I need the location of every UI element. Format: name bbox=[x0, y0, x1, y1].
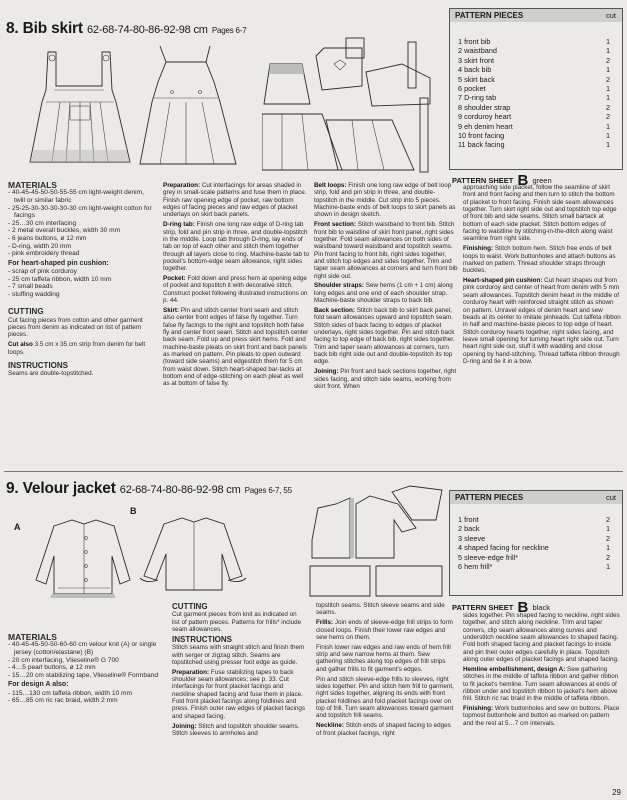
bib-skirt-column-3 bbox=[314, 182, 458, 393]
section-title-text: 9. Velour jacket bbox=[6, 480, 116, 497]
instruction-text: sides together. Pin shaped facing to neckline, right sides together, and stitch along neckline. Trim and taper corners, clip seam allowances along curves and understitch neckline seam allowances to shaped facing. Fold both shaped facing and placket facings to inside and pin their outer edges carefully in place. Topstitch along outer edges of placket facings and shaped facing. bbox=[463, 612, 620, 664]
pattern-piece-qty: 1 bbox=[605, 121, 610, 131]
pattern-pieces-heading: PATTERN PIECES bbox=[455, 493, 524, 502]
instruction-paragraph bbox=[172, 669, 306, 720]
bib-skirt-pattern-diagram bbox=[262, 34, 444, 176]
instruction-text: Cut interfacings for areas shaded in grey in small-scale patterns and fuse them in place. Finish raw opening edge of pocket, raw bottom edges of facing pieces and raw edges of placket underlays on skirt back panels. bbox=[163, 182, 307, 219]
instruction-text: Work buttonholes and sew on buttons. Place topmost buttonhole and button as marked on pattern and the rest at 5…7 cm intervals. bbox=[463, 705, 620, 727]
bib-skirt-column-2 bbox=[163, 182, 309, 390]
pattern-piece-name: 6 hem frill* bbox=[458, 562, 493, 572]
instruction-text: Stitch back bib to skirt back panel, fold seam allowances upward and topstitch seam. Stitch sides of back facing to edges of placket underlays, right sides together. Pin and stitch back facing to top edge of back bib, right sides together. Trim and taper seam allowances at corners, turn back bib right side out and double-topstitch its top edge. bbox=[314, 307, 455, 366]
instruction-paragraph bbox=[463, 277, 621, 365]
material-item: - 40-45-45-50-50-60-60 cm velour knit (A) or single jersey (cotton/elastane) (B) bbox=[8, 641, 157, 656]
pattern-piece-qty: 1 bbox=[605, 84, 610, 94]
instruction-label: Back section: bbox=[314, 307, 355, 314]
cutting-text: Cut facing pieces from cotton and other garment pieces from denim as indicated on list of pattern pieces. bbox=[8, 316, 143, 339]
pattern-piece-row bbox=[458, 524, 610, 533]
instruction-paragraph bbox=[316, 644, 456, 673]
pattern-piece-qty: 1 bbox=[605, 93, 610, 103]
instruction-paragraph bbox=[163, 275, 309, 304]
pattern-piece-qty: 1 bbox=[605, 543, 610, 553]
pattern-piece-row bbox=[458, 46, 610, 55]
pattern-pieces-heading: PATTERN PIECES bbox=[455, 11, 524, 20]
instructions-text: Seams are double-topstitched. bbox=[8, 370, 94, 378]
pattern-piece-qty: 1 bbox=[605, 562, 610, 572]
instruction-text: Stitch and topstitch shoulder seams. Stitch sleeves to armholes and bbox=[172, 722, 300, 737]
cut-also-paragraph bbox=[8, 341, 156, 356]
instruction-label: Front section: bbox=[314, 221, 356, 229]
pattern-piece-qty: 2 bbox=[605, 552, 610, 562]
instruction-paragraph bbox=[463, 705, 621, 727]
pattern-piece-name: 7 D-ring tab bbox=[458, 93, 497, 103]
sheet-letter: B bbox=[517, 172, 529, 189]
pattern-piece-row bbox=[458, 131, 610, 140]
instruction-text: topstitch seams. Stitch sleeve seams and side seams. bbox=[316, 602, 445, 617]
instruction-label: Joining: bbox=[172, 722, 197, 730]
cut-also-label: Cut also bbox=[8, 341, 33, 349]
instruction-label: D-ring tab: bbox=[163, 221, 195, 229]
instruction-paragraph bbox=[163, 221, 309, 272]
instruction-label: Skirt: bbox=[163, 307, 180, 314]
instruction-paragraph bbox=[163, 182, 309, 219]
material-item: - 6 jeans buttons, ø 12 mm bbox=[8, 234, 87, 242]
section-title-text: 8. Bib skirt bbox=[6, 20, 83, 37]
pattern-piece-name: 6 pocket bbox=[458, 84, 486, 94]
instruction-text: Finish one long raw edge of belt loop strip, fold and pin strip in three, and double-topstitch in the middle. Cut strip into 5 pieces. Machine-baste ends of belt loops to skirt panels as shown in design sketch. bbox=[314, 182, 456, 219]
bib-skirt-back-drawing bbox=[140, 46, 236, 164]
pattern-piece-row bbox=[458, 140, 610, 149]
page-number: 29 bbox=[612, 788, 621, 797]
pattern-piece-qty: 1 bbox=[605, 46, 610, 56]
pattern-piece-row bbox=[458, 553, 610, 562]
bib-skirt-front-drawing bbox=[30, 52, 130, 162]
velour-jacket-pattern-diagram bbox=[306, 484, 444, 600]
instruction-text: Fuse stabilizing tapes to back shoulder seam allowances; see p. 33. Cut interfacings for front placket facings and neckline shaped facing and fuse them in place. Fold front placket facings along foldlines and press. Finish outer raw edges of placket facings and shaped facing. bbox=[172, 668, 306, 720]
pattern-piece-name: 10 front facing bbox=[458, 131, 505, 141]
instruction-text: Fold down and press hem at opening edge of pocket and topstitch it with decorative stitch. Construct pocket following illustrated instructions on p. 44. bbox=[163, 275, 308, 305]
instruction-paragraph bbox=[316, 722, 456, 737]
pattern-piece-qty: 1 bbox=[605, 524, 610, 534]
instruction-paragraph bbox=[314, 182, 458, 219]
instruction-label: Joining: bbox=[314, 368, 339, 376]
material-item: - 2 metal overall buckles, width 30 mm bbox=[8, 227, 121, 235]
instruction-label: Preparation: bbox=[172, 668, 210, 676]
cut-label: cut bbox=[605, 493, 616, 502]
instruction-paragraph bbox=[316, 676, 456, 720]
material-item: - 25…30 cm interfacing bbox=[8, 219, 77, 227]
instruction-text: Finish lower raw edges and raw ends of hem frill strip and sew narrow hems at them. Sew gathering stitches along top edges of frill strips and gather frills to fit garment's edges. bbox=[316, 643, 451, 673]
velour-materials-column bbox=[8, 634, 158, 705]
instruction-paragraph bbox=[314, 221, 458, 280]
instruction-text: approaching side placket, follow the seamline of skirt front and front facing and then turn to stitch the bottom of placket to front facing. Finish side seam allowances together. Turn skirt right side out and topstitch top edge of front bib and side seams. Stitch small bartack at bottom of each side placket. Stitch bottom edges of facing to waistline by stitching-in-the-ditch along waist seamline from right side. bbox=[463, 184, 617, 243]
instruction-text: Stitch bottom hem. Stitch free ends of belt loops to waist. Work buttonholes and attach buttons as marked on pattern. Thread shoulder straps through buckles. bbox=[463, 245, 616, 275]
instruction-paragraph bbox=[314, 282, 458, 304]
pattern-piece-name: 2 back bbox=[458, 524, 480, 534]
pattern-piece-qty: 1 bbox=[605, 131, 610, 141]
instruction-text: Cut heart shapes out from pink corduroy and center of heart from denim with 5 mm seam allowances. Topstitch denim heart in the middle of corduroy heart with reinforced straight stitch as shown on pattern. Unravel edges of denim heart and sew beads at its center to imitate pinheads. Cut taffeta ribbon in half and machine-baste pieces to top edge of heart. Stitch corduroy hearts together, right sides facing, and leave small opening for turning heart right side out. Turn heart right side out, stuff it with wadding and close opening by hand-stitching. Thread taffeta ribbon through D-ring and tie it in a bow. bbox=[463, 277, 621, 365]
pattern-piece-row bbox=[458, 84, 610, 93]
pattern-piece-name: 9 eh denim heart bbox=[458, 121, 513, 131]
instruction-paragraph bbox=[314, 368, 458, 390]
instruction-paragraph bbox=[163, 307, 309, 388]
material-item: - 115…130 cm taffeta ribbon, width 10 mm bbox=[8, 689, 132, 697]
instruction-text: Pin front and back sections together, right sides facing, and stitch side seams, working from skirt front. When bbox=[314, 368, 457, 390]
pattern-piece-name: 5 sleeve-edge frill* bbox=[458, 552, 519, 562]
instruction-text: Stitch waistband to front bib. Stitch front bib to waistline of skirt front panel, right sides together. Fold seam allowances on both sides of waistband toward waistband and topstitch seams. Pin front facing to front bib, right sides together, and stitch top edges and sides together. Trim and taper seam allowances at corners and turn front bib right side out. bbox=[314, 221, 458, 280]
pattern-piece-qty: 2 bbox=[605, 55, 610, 65]
instruction-text: Pin and stitch center front seam and stitch also center front edges of false fly together. Turn false fly facings to the right and topstitch both false fly and center front seam. Stitch and topstitch center back seam. Fold up and press skirt hems. Fold and machine-baste pleats on skirt front and back panels as marked on pattern. Pin pleats to open outward (toward side seams) and edgestitch them for 5 cm from waist down. Stitch heart-shaped bar-tacks at bottom end of edge-stitching on each pleat as well as at bottom of false fly. bbox=[163, 307, 309, 388]
instruction-paragraph bbox=[463, 666, 621, 703]
instruction-label: Neckline: bbox=[316, 722, 344, 730]
instruction-text: Sew gathering stitches in the middle of taffeta ribbon and gather ribbon to fit jacket's hemline. Turn seam allowances at ends of ribbon under and topstitch ribbon to jacket's hem above frill. Stitch ric rac braid in the middle of taffeta ribbon. bbox=[463, 665, 619, 703]
bib-skirt-column-4 bbox=[463, 184, 621, 368]
pattern-piece-row bbox=[458, 543, 610, 552]
material-item: - stuffing wadding bbox=[8, 290, 60, 298]
materials-heading: MATERIALS bbox=[8, 632, 57, 642]
instruction-label: Shoulder straps: bbox=[314, 282, 365, 290]
pattern-piece-name: 11 back facing bbox=[458, 140, 505, 150]
instructions-heading: INSTRUCTIONS bbox=[172, 634, 232, 644]
pattern-piece-name: 4 back bib bbox=[458, 65, 492, 75]
pattern-piece-row bbox=[458, 562, 610, 571]
pattern-piece-qty: 2 bbox=[605, 74, 610, 84]
design-a-heading: For design A also: bbox=[8, 681, 69, 689]
materials-list bbox=[8, 189, 156, 257]
jacket-b-drawing bbox=[140, 518, 246, 590]
pattern-piece-qty: 1 bbox=[605, 37, 610, 46]
pattern-pieces-header bbox=[450, 9, 622, 22]
pattern-piece-row bbox=[458, 515, 610, 524]
material-item: - D-ring, width 20 mm bbox=[8, 242, 72, 250]
pattern-piece-name: 2 waistband bbox=[458, 46, 497, 56]
pattern-piece-row bbox=[458, 75, 610, 84]
instruction-label: Finishing: bbox=[463, 245, 494, 253]
instruction-paragraph bbox=[314, 307, 458, 366]
instruction-paragraph bbox=[463, 612, 621, 663]
velour-column-2-body bbox=[172, 644, 306, 737]
instruction-text: Finish one long raw edge of D-ring tab strip, fold and pin strip in three, and double-topstitch in the middle. Loop tab through D-ring, lay ends of tab on top of each other and stitch them together through all layers close to ring. Machine-baste tab to pocket's bottom-edge seam allowance, right sides together. bbox=[163, 221, 309, 273]
cut-also-text: 3.5 cm x 35 cm strip from denim for belt loops. bbox=[8, 341, 146, 356]
sheet-letter: B bbox=[517, 599, 529, 616]
instruction-label: Frills: bbox=[316, 619, 334, 627]
cut-label: cut bbox=[605, 11, 616, 20]
pattern-piece-row bbox=[458, 93, 610, 102]
sheet-label: PATTERN SHEET bbox=[452, 176, 514, 185]
pattern-piece-name: 1 front bbox=[458, 515, 479, 524]
instruction-paragraph bbox=[316, 619, 456, 641]
pattern-pieces-panel-2 bbox=[449, 490, 623, 596]
pattern-piece-qty: 2 bbox=[605, 112, 610, 122]
pages-ref: Pages 6-7, 55 bbox=[244, 486, 292, 495]
pattern-piece-row bbox=[458, 56, 610, 65]
cutting-heading: CUTTING bbox=[8, 307, 44, 317]
instruction-paragraph bbox=[463, 184, 621, 243]
bib-skirt-illustrations bbox=[10, 42, 260, 174]
instruction-label: Finishing: bbox=[463, 705, 494, 713]
instruction-paragraph bbox=[172, 644, 306, 666]
pattern-pieces-panel-1 bbox=[449, 8, 623, 170]
instruction-paragraph bbox=[463, 245, 621, 274]
materials-heading: MATERIALS bbox=[8, 180, 57, 190]
instruction-paragraph bbox=[172, 723, 306, 738]
instruction-label: Hemline embellishment, design A: bbox=[463, 665, 566, 673]
sheet-color: black bbox=[532, 603, 550, 612]
design-a-materials-list bbox=[8, 690, 158, 705]
pattern-piece-row bbox=[458, 37, 610, 46]
instruction-text: Pin and stitch sleeve-edge frills to sleeves, right sides together. Pin and stitch hem frill to garment, right sides together, aligning its ends with front placket foldlines and fold placket facings over on top of frill. Turn seam allowances toward garment and topstitch frill seams. bbox=[316, 675, 454, 720]
velour-column-3 bbox=[316, 602, 456, 739]
pattern-piece-row bbox=[458, 534, 610, 543]
instruction-text: Stitch seams with straight stitch and finish them with serger or zigzag stitch. Seams are topstitched using presser foot edge as guide. bbox=[172, 644, 305, 666]
pattern-pieces-list bbox=[458, 515, 610, 571]
pages-ref: Pages 6-7 bbox=[211, 26, 247, 35]
pattern-piece-name: 3 sleeve bbox=[458, 533, 486, 543]
material-item: - 15…20 cm stabilizing tape, Vlieseline® Formband bbox=[8, 671, 158, 679]
sheet-label: PATTERN SHEET bbox=[452, 603, 514, 612]
pattern-piece-qty: 1 bbox=[605, 140, 610, 150]
material-item: - 20 cm interfacing, Vlieseline® G 700 bbox=[8, 656, 119, 664]
cutting-heading: CUTTING bbox=[172, 602, 208, 611]
instruction-text: Sew hems (1 cm + 1 cm) along long edges and one end of each shoulder strap. Machine-baste shoulder straps to back bib. bbox=[314, 282, 453, 305]
pattern-piece-name: 5 skirt back bbox=[458, 74, 495, 84]
instruction-paragraph bbox=[316, 602, 456, 617]
pattern-piece-name: 8 shoulder strap bbox=[458, 102, 511, 112]
instruction-label: Pocket: bbox=[163, 275, 186, 283]
material-item: - 4…5 pearl buttons, ø 12 mm bbox=[8, 664, 96, 672]
pattern-piece-row bbox=[458, 122, 610, 131]
pattern-piece-row bbox=[458, 112, 610, 121]
instruction-label: Heart-shaped pin cushion: bbox=[463, 277, 543, 285]
velour-column-4 bbox=[463, 612, 621, 730]
material-item: - 25 cm taffeta ribbon, width 10 mm bbox=[8, 275, 112, 283]
material-item: - 40-45-45-50-50-55-55 cm light-weight denim, twill or similar fabric bbox=[8, 189, 144, 204]
material-item: - 7 small beads bbox=[8, 283, 53, 291]
pattern-piece-row bbox=[458, 103, 610, 112]
pattern-piece-name: 3 skirt front bbox=[458, 55, 495, 65]
section-title-bib-skirt bbox=[6, 20, 247, 38]
sizes-text: 62-68-74-80-86-92-98 cm bbox=[119, 484, 241, 496]
jacket-a-drawing bbox=[36, 520, 130, 598]
instruction-text: Stitch ends of shaped facing to edges of front placket facings, right bbox=[316, 722, 451, 737]
velour-column-2 bbox=[172, 601, 306, 740]
material-item: - 65…85 cm ric rac braid, width 2 mm bbox=[8, 697, 118, 705]
bib-skirt-materials-column bbox=[8, 182, 156, 380]
pattern-pieces-header bbox=[450, 491, 622, 504]
materials-list bbox=[8, 641, 158, 679]
material-item: - 25-25-30-30-30-30-30 cm light-weight cotton for facings bbox=[8, 204, 152, 220]
pattern-piece-qty: 2 bbox=[605, 533, 610, 543]
section-divider bbox=[4, 471, 623, 472]
sizes-text: 62-68-74-80-86-92-98 cm bbox=[86, 24, 208, 36]
heart-materials-list bbox=[8, 268, 156, 298]
material-item: - scrap of pink corduroy bbox=[8, 268, 77, 276]
sheet-color: green bbox=[532, 176, 552, 185]
instruction-text: Join ends of sleeve-edge frill strips to form closed loops. Finish their lower raw edges and sew hems on them. bbox=[316, 619, 453, 641]
instruction-label: Preparation: bbox=[163, 182, 201, 189]
design-label-b: B bbox=[130, 506, 137, 516]
pattern-piece-name: 1 front bib bbox=[458, 37, 491, 46]
cutting-text: Cut garment pieces from knit as indicated on list of pattern pieces. Patterns for frills* include seam allowances. bbox=[172, 611, 302, 634]
instruction-label: Belt loops: bbox=[314, 182, 347, 189]
heart-heading: For heart-shaped pin cushion: bbox=[8, 259, 109, 267]
pattern-piece-qty: 1 bbox=[605, 65, 610, 75]
pattern-piece-name: 4 shaped facing for neckline bbox=[458, 543, 549, 553]
section-title-velour-jacket bbox=[6, 480, 292, 498]
pattern-pieces-list bbox=[458, 37, 610, 150]
instructions-heading: INSTRUCTIONS bbox=[8, 360, 68, 370]
material-item: - pink embroidery thread bbox=[8, 250, 80, 258]
velour-jacket-illustrations bbox=[14, 510, 250, 600]
design-label-a: A bbox=[14, 522, 21, 532]
pattern-piece-row bbox=[458, 65, 610, 74]
pattern-piece-qty: 2 bbox=[605, 102, 610, 112]
pattern-piece-qty: 2 bbox=[605, 515, 610, 524]
pattern-piece-name: 9 corduroy heart bbox=[458, 112, 512, 122]
